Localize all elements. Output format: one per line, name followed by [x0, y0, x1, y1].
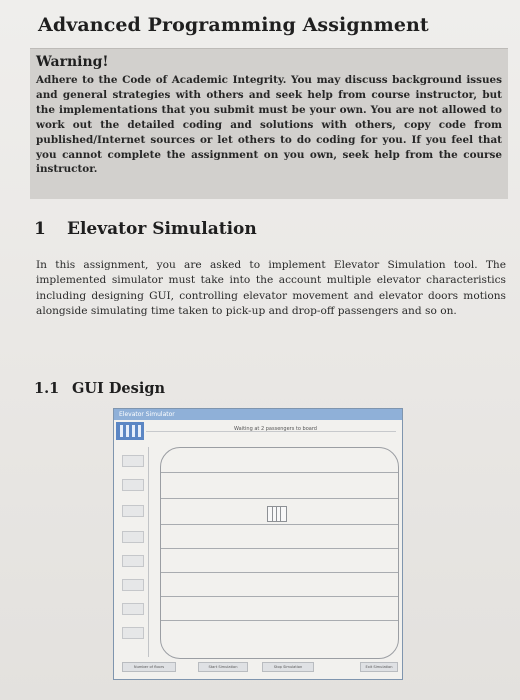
- number-of-floors-button: Number of floors: [122, 662, 176, 672]
- subsection-heading: [34, 380, 165, 397]
- floor-call-buttons: [122, 455, 144, 651]
- floor-line: [161, 524, 398, 525]
- floor-call-button: [122, 603, 144, 615]
- floor-call-button: [122, 479, 144, 491]
- elevator-car-icon: [267, 506, 287, 522]
- floor-line: [161, 548, 398, 549]
- stop-simulation-button: Stop Simulation: [262, 662, 314, 672]
- gui-window-titlebar: Elevator Simulator: [114, 409, 402, 420]
- floor-call-button: [122, 531, 144, 543]
- floor-line: [161, 596, 398, 597]
- start-simulation-button: Start Simulation: [198, 662, 248, 672]
- section-body: In this assignment, you are asked to implement Elevator Simulation tool. The implemented simulator must take into the account multiple elevator characteristics including designing GUI, controlling elevator movement and elevator doors motions alongside simulating time taken to pick-up and drop-off passengers and so on.: [36, 259, 506, 318]
- elevator-shaft: [160, 447, 399, 659]
- gui-panel-divider: [148, 447, 149, 657]
- floor-line: [161, 620, 398, 621]
- floor-call-button: [122, 555, 144, 567]
- subsection-title: GUI Design: [72, 380, 166, 397]
- gui-mockup-figure: [113, 408, 403, 680]
- section-heading: [34, 219, 257, 239]
- floor-line: [161, 498, 398, 499]
- warning-title: Warning!: [36, 54, 109, 70]
- floor-line: [161, 572, 398, 573]
- section-title: Elevator Simulation: [67, 219, 257, 239]
- floor-call-button: [122, 627, 144, 639]
- floor-line: [161, 472, 398, 473]
- floor-call-button: [122, 455, 144, 467]
- section-number: 1: [34, 219, 46, 239]
- warning-text: Adhere to the Code of Academic Integrity. You may discuss background issues and general strategies with others and seek help from course instructor, but the implementations that you submit must be your own. You are not allowed to work out the detailed coding and solutions with others, copy code from published/Internet sources or let others to do coding for you. If you feel that you cannot complete the assignment on you own, seek help from the course instructor.: [36, 74, 502, 176]
- building-icon: [116, 422, 144, 440]
- exit-simulation-button: Exit Simulation: [360, 662, 398, 672]
- warning-box: [30, 48, 508, 199]
- floor-call-button: [122, 505, 144, 517]
- subsection-number: 1.1: [34, 380, 60, 397]
- floor-call-button: [122, 579, 144, 591]
- gui-status-caption: Waiting at 2 passengers to board: [234, 426, 317, 432]
- document-title: Advanced Programming Assignment: [38, 14, 429, 36]
